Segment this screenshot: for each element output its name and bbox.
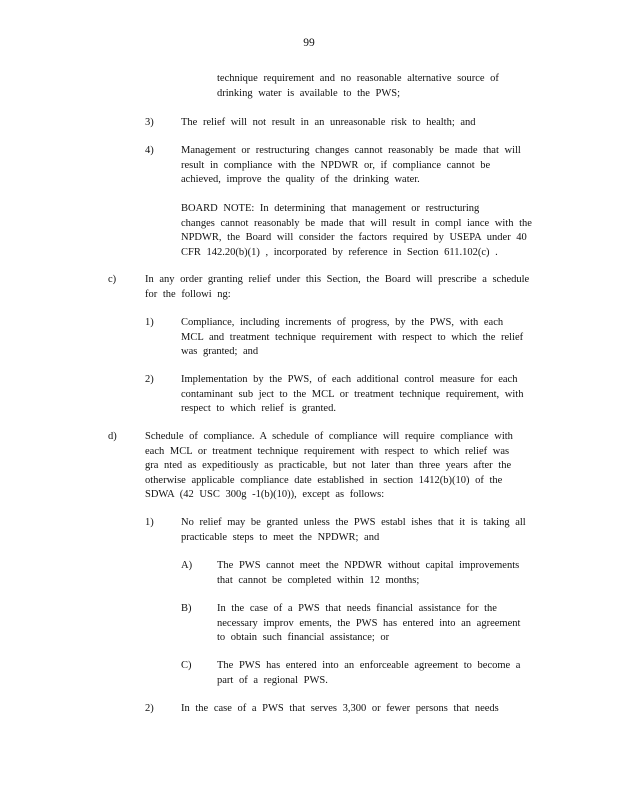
text-line: Implementation by the PWS, of each additional control measure for each bbox=[181, 374, 518, 385]
item-label: C) bbox=[181, 660, 192, 671]
text-line: The relief will not result in an unreasonable risk to health; and bbox=[181, 117, 476, 128]
text-line: that cannot be completed within 12 months; bbox=[217, 574, 420, 586]
board-note bbox=[181, 202, 532, 260]
item-label: 1) bbox=[145, 517, 154, 528]
item-c1-text bbox=[181, 316, 523, 360]
text-line: was granted; and bbox=[181, 346, 259, 357]
text-line: technique requirement and no reasonable alternative source of bbox=[217, 73, 499, 84]
item-B-text bbox=[217, 602, 520, 646]
text-line: part of a regional PWS. bbox=[217, 674, 328, 686]
continuation-text bbox=[217, 72, 499, 101]
item-label: 1) bbox=[145, 317, 154, 328]
item-3-text bbox=[181, 116, 476, 131]
item-label: 3) bbox=[145, 117, 154, 128]
text-line: Schedule of compliance. A schedule of compliance will require compliance with bbox=[145, 431, 513, 442]
text-line: practicable steps to meet the NPDWR; and bbox=[181, 531, 380, 543]
item-label: 4) bbox=[145, 145, 154, 156]
item-4-text bbox=[181, 144, 521, 188]
text-line: each MCL or treatment technique requirement with respect to which relief was bbox=[145, 445, 510, 457]
text-line: In any order granting relief under this Section, the Board will prescribe a schedule bbox=[145, 274, 530, 285]
text-line: In the case of a PWS that serves 3,300 or fewer persons that needs bbox=[181, 703, 499, 714]
text-line: In the case of a PWS that needs financial assistance for the bbox=[217, 603, 497, 614]
subsection-d-text bbox=[145, 430, 513, 503]
text-line: SDWA (42 USC 300g -1(b)(10)), except as follows: bbox=[145, 489, 385, 500]
text-line: respect to which relief is granted. bbox=[181, 403, 336, 414]
text-line: changes cannot reasonably be made that will result in compl iance with the bbox=[181, 217, 532, 229]
text-line: No relief may be granted unless the PWS establ ishes that it is taking all bbox=[181, 517, 526, 528]
item-label: B) bbox=[181, 603, 192, 614]
item-label: A) bbox=[181, 560, 193, 571]
text-line: drinking water is available to the PWS; bbox=[217, 87, 401, 99]
item-c2-text bbox=[181, 373, 523, 417]
text-line: necessary improv ements, the PWS has entered into an agreement bbox=[217, 617, 521, 629]
text-line: gra nted as expeditiously as practicable, but not later than three years after the bbox=[145, 460, 512, 471]
page-number: 99 bbox=[303, 37, 315, 49]
text-line: achieved, improve the quality of the drinking water. bbox=[181, 174, 420, 185]
text-line: The PWS has entered into an enforceable agreement to become a bbox=[217, 660, 521, 671]
item-d1-text bbox=[181, 516, 526, 545]
item-label: 2) bbox=[145, 374, 154, 385]
text-line: to obtain such financial assistance; or bbox=[217, 632, 390, 643]
subsection-label: d) bbox=[108, 431, 117, 442]
text-line: result in compliance with the NPDWR or, if compliance cannot be bbox=[181, 159, 491, 171]
subsection-c-text bbox=[145, 273, 529, 302]
item-C-text bbox=[217, 659, 520, 688]
item-label: 2) bbox=[145, 703, 154, 714]
text-line: Management or restructuring changes cannot reasonably be made that will bbox=[181, 145, 521, 156]
subsection-label: c) bbox=[108, 274, 117, 285]
text-line: The PWS cannot meet the NPDWR without capital improvements bbox=[217, 560, 520, 571]
item-d2-text bbox=[181, 702, 499, 717]
text-line: otherwise applicable compliance date established in section 1412(b)(10) of the bbox=[145, 474, 503, 486]
text-line: MCL and treatment technique requirement with respect to which the relief bbox=[181, 331, 524, 343]
text-line: NPDWR, the Board will consider the factors required by USEPA under 40 bbox=[181, 232, 527, 243]
item-A-text bbox=[217, 559, 519, 588]
text-line: CFR 142.20(b)(1) , incorporated by reference in Section 611.102(c) . bbox=[181, 246, 498, 258]
text-line: Compliance, including increments of progress, by the PWS, with each bbox=[181, 317, 504, 328]
text-line: BOARD NOTE: In determining that management or restructuring bbox=[181, 203, 480, 214]
text-line: contaminant sub ject to the MCL or treatment technique requirement, with bbox=[181, 388, 524, 400]
text-line: for the followi ng: bbox=[145, 288, 231, 300]
